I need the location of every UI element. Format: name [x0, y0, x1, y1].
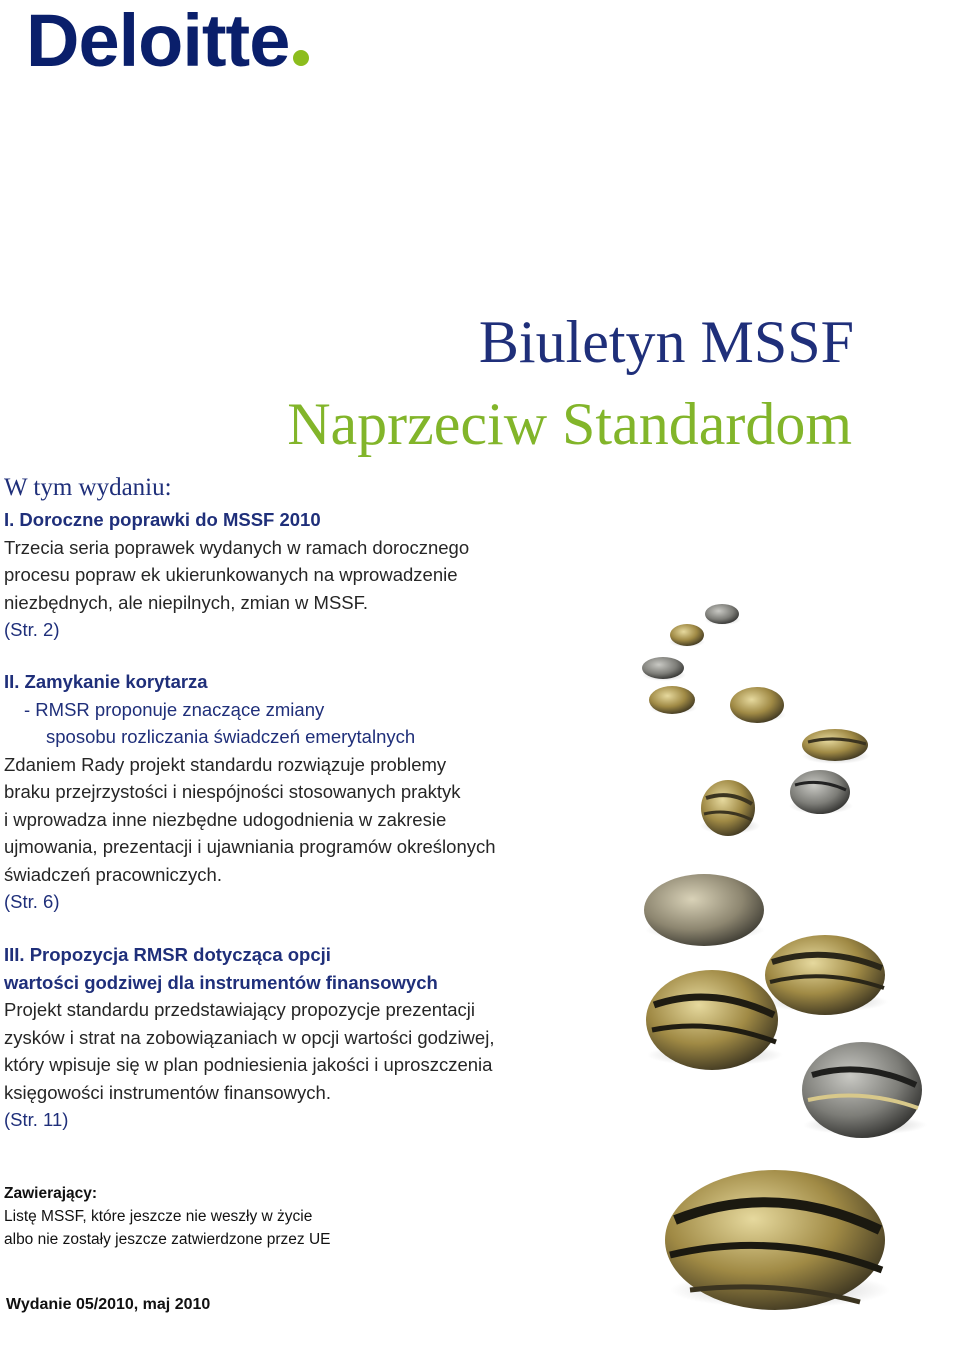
section-body-line: księgowości instrumentów finansowych. [4, 1081, 331, 1103]
page-ref: (Str. 6) [4, 891, 60, 912]
contents-label: Zawierający: [4, 1185, 98, 1202]
stone [700, 780, 760, 836]
edition-label: Wydanie 05/2010, maj 2010 [6, 1296, 211, 1313]
section-body-line: ujmowania, prezentacji i ujawniania programów określonych [4, 836, 496, 857]
section-heading: I. Doroczne poprawki do MSSF 2010 [4, 509, 321, 530]
page-ref: (Str. 11) [4, 1109, 69, 1130]
contents-line: Listę MSSF, które jeszcze nie weszły w życie [4, 1208, 313, 1225]
section-body-line: Trzecia seria poprawek wydanych w ramach dorocznego [4, 536, 470, 558]
section-body-line: procesu popraw ek ukierunkowanych na wprowadzenie [4, 564, 458, 585]
stone [642, 657, 686, 681]
stone [644, 874, 765, 946]
stone [802, 1042, 927, 1138]
contents-line: albo nie zostały jeszcze zatwierdzone przez UE [4, 1231, 331, 1248]
deloitte-logo: Deloitte [26, 4, 309, 78]
stone [730, 687, 786, 723]
section-body-line: świadczeń pracowniczych. [4, 863, 222, 885]
section-heading: II. Zamykanie korytarza [4, 671, 208, 692]
section-body-line: niezbędnych, ale niepilnych, zmian w MSSF. [4, 591, 369, 613]
stone [646, 970, 783, 1070]
section-body-line: Zdaniem Rady projekt standardu rozwiązuje problemy [4, 753, 447, 775]
section-body-line: który wpisuje się w plan podniesienia jakości i uproszczenia [4, 1054, 493, 1075]
stone [764, 935, 888, 1015]
contents-box [4, 1182, 331, 1251]
stone [802, 729, 870, 764]
section-body-line: zysków i strat na zobowiązaniach w opcji wartości godziwej, [4, 1026, 495, 1048]
bulletin-title: Biuletyn MSSF [478, 309, 854, 375]
page-ref: (Str. 2) [4, 619, 60, 640]
section-heading: III. Propozycja RMSR dotycząca opcji [4, 944, 331, 965]
issue-intro: W tym wydaniu: [4, 474, 172, 501]
bulletin-subtitle: Naprzeciw Standardom [287, 391, 852, 457]
section-body-line: i wprowadza inne niezbędne udogodnienia w zakresie [4, 808, 447, 830]
stone [665, 1170, 890, 1310]
section-body-line: Projekt standardu przedstawiający propozycje prezentacji [4, 999, 475, 1020]
section-body-line: braku przejrzystości i niespójności stosowanych praktyk [4, 781, 461, 802]
stone [705, 604, 741, 625]
stone [789, 770, 853, 814]
stones-illustration [490, 590, 960, 1363]
section-subheading: - RMSR proponuje znaczące zmiany [24, 698, 325, 720]
logo-dot [293, 50, 309, 66]
section-heading-line2: wartości godziwej dla instrumentów finansowych [4, 971, 438, 993]
stone [649, 686, 697, 714]
stone [669, 624, 705, 647]
section-subheading: sposobu rozliczania świadczeń emerytalnych [46, 726, 416, 747]
